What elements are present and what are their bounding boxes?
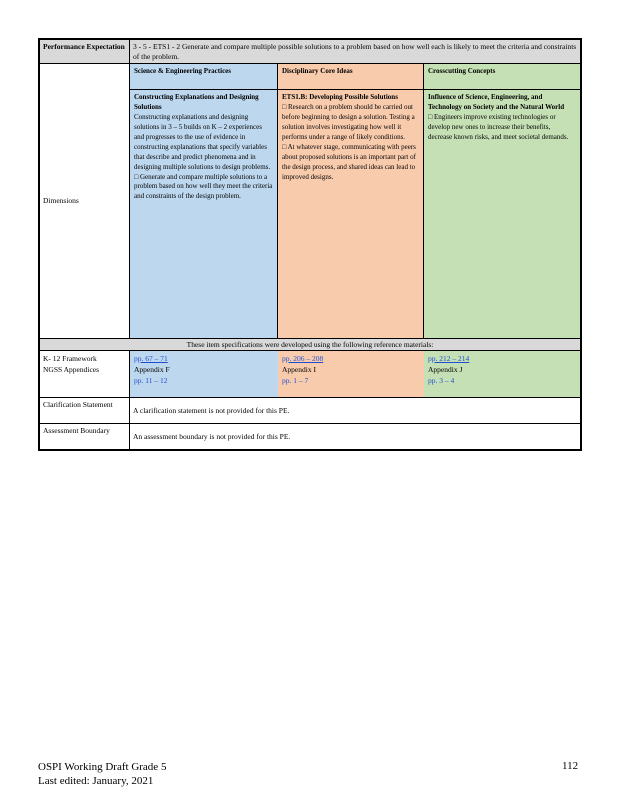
page-number: 112 <box>562 760 579 772</box>
ref-col-ccc <box>424 351 580 397</box>
clarification-row <box>40 398 580 424</box>
references-row <box>40 351 580 398</box>
appendix-label: Appendix J <box>428 364 463 374</box>
dci-header: Disciplinary Core Ideas <box>278 64 424 89</box>
ref-col-dci <box>278 351 424 397</box>
dci-title: ETS1.B: Developing Possible Solutions <box>282 93 398 101</box>
dci-bullet: □ Research on a problem should be carried out before beginning to design a solution. Testing a solution involves investigating how well it performs under a range of likely conditions. <box>282 102 415 141</box>
dimensions-body <box>130 90 580 338</box>
appendix-label: Appendix I <box>282 364 316 374</box>
sep-column <box>130 90 278 338</box>
appendix-pages: pp. 1 – 7 <box>282 375 309 385</box>
ccc-column <box>424 90 580 338</box>
bullet-icon: □ <box>282 142 288 151</box>
dci-column <box>278 90 424 338</box>
pe-text: 3 - 5 - ETS1 - 2 Generate and compare multiple possible solutions to a problem based on how well each is likely to meet the criteria and constraints of the problem. <box>130 40 580 63</box>
ccc-title: Influence of Science, Engineering, and Technology on Society and the Natural World <box>428 93 565 111</box>
appendix-pages: pp. 3 – 4 <box>428 375 455 385</box>
dimensions-headers <box>130 64 580 90</box>
ccc-header: Crosscutting Concepts <box>424 64 580 89</box>
assessment-row <box>40 424 580 449</box>
framework-link[interactable]: pp. 212 – 214 <box>428 354 470 363</box>
assessment-text: An assessment boundary is not provided for this PE. <box>133 431 291 441</box>
footer-last-edited: Last edited: January, 2021 <box>38 775 154 788</box>
bullet-icon: □ <box>134 172 140 181</box>
ref-col-sep <box>130 351 278 397</box>
framework-link[interactable]: pp. 206 – 208 <box>282 354 324 363</box>
pe-table <box>38 38 582 451</box>
references-label: K- 12 Framework NGSS Appendices <box>40 351 130 397</box>
dimensions-row <box>40 64 580 339</box>
appendix-pages: pp. 11 – 12 <box>134 375 168 385</box>
sep-bullet: □ Generate and compare multiple solutions to a problem based on how well they meet the criteria and constraints of the design problem. <box>134 172 273 201</box>
dci-bullet: □ At whatever stage, communicating with peers about proposed solutions is an important part of the design process, and shared ideas can lead to improved designs. <box>282 142 416 181</box>
sep-title: Constructing Explanations and Designing Solutions <box>134 93 259 111</box>
references-header: These item specifications were developed using the following reference materials: <box>40 339 580 351</box>
appendix-label: Appendix F <box>134 364 170 374</box>
sep-body: Constructing explanations and designing solutions in 3 – 5 builds on K – 2 experiences and progresses to the use of evidence in constructing explanations that specify variables that describe and predict phenomena and in designing multiple solutions to design problems. <box>134 112 271 171</box>
bullet-icon: □ <box>282 102 288 111</box>
dimensions-label: Dimensions <box>40 64 130 338</box>
footer <box>38 760 166 789</box>
ccc-bullet: □ Engineers improve existing technologies or develop new ones to increase their benefits, decrease known risks, and meet societal demands. <box>428 112 569 141</box>
footer-draft-label: OSPI Working Draft Grade 5 <box>38 761 167 773</box>
sep-header: Science & Engineering Practices <box>130 64 278 89</box>
assessment-label: Assessment Boundary <box>40 424 130 449</box>
references-content <box>130 351 580 397</box>
pe-label: Performance Expectation <box>40 40 130 63</box>
clarification-label: Clarification Statement <box>40 398 130 423</box>
bullet-icon: □ <box>428 112 434 121</box>
clarification-text: A clarification statement is not provided for this PE. <box>133 405 290 415</box>
pe-row <box>40 40 580 64</box>
framework-link[interactable]: pp. 67 – 71 <box>134 354 168 363</box>
dimensions-content <box>130 64 580 338</box>
